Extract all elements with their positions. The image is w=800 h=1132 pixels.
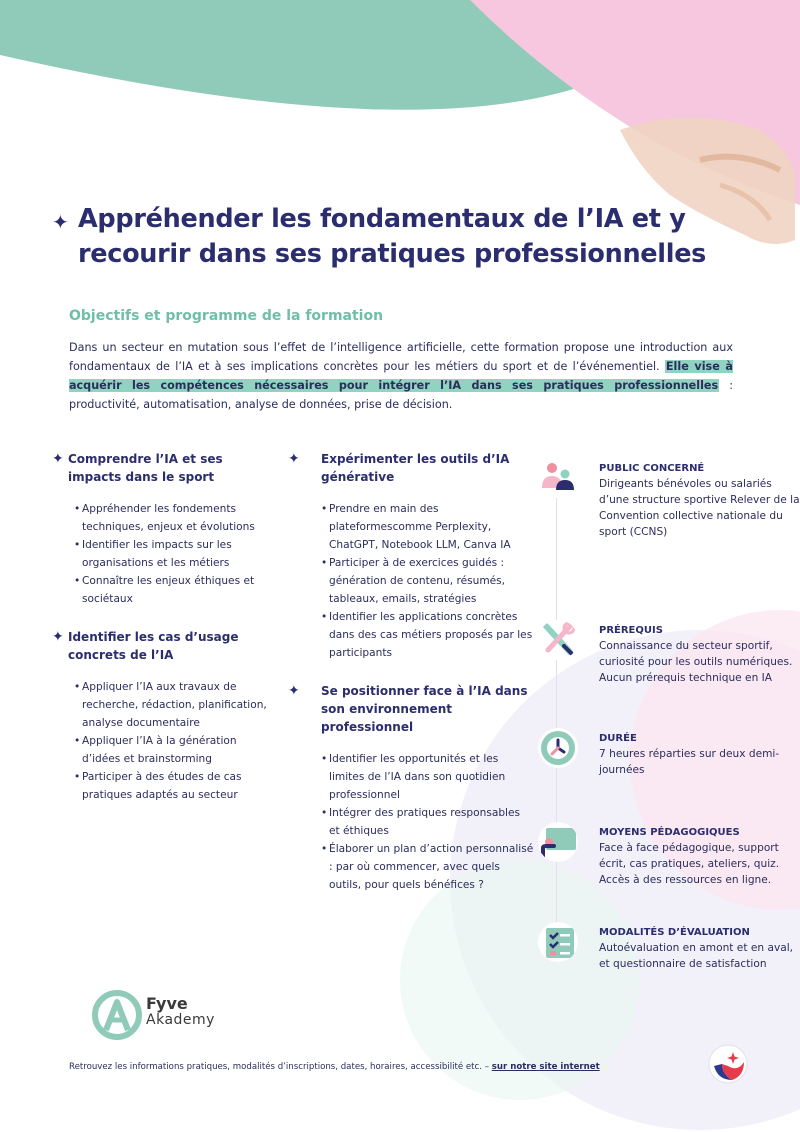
program-block-heading: Se positionner face à l’IA dans son environnement professionnel [321,684,528,734]
program-block [52,450,274,608]
list-item: • Identifier les impacts sur les organisations et les métiers [74,536,274,572]
logo-mark-icon [92,990,142,1040]
info-text: 7 heures réparties sur deux demi-journées [599,748,780,776]
people-icon [538,458,578,498]
list-item: • Élaborer un plan d’action personnalisé : par où commencer, avec quels outils, pour quels bénéfices ? [321,840,534,894]
list-item: • Appliquer l’IA aux travaux de recherche, rédaction, planification, analyse documentaire [74,678,274,732]
page-title [52,202,752,272]
list-item: • Prendre en main des plateformescomme Perplexity, ChatGPT, Notebook LLM, Canva IA [321,500,534,554]
section-heading: Objectifs et programme de la formation [69,308,384,324]
footer-note [69,1062,600,1072]
list-item: • Appliquer l’IA à la génération d’idées et brainstorming [74,732,274,768]
info-evaluation [530,922,800,972]
program-block-heading: Expérimenter les outils d’IA générative [321,452,510,484]
info-label: MODALITÉS D’ÉVALUATION [599,927,750,938]
intro-paragraph [69,338,733,414]
clock-icon [538,728,578,768]
program-list [321,750,534,894]
sparkle-icon: ✦ [52,210,69,234]
emblem-badge-icon [708,1044,748,1084]
list-item: • Participer à de exercices guidés : génération de contenu, résumés, tableaux, emails, stratégies [321,554,534,608]
info-label: MOYENS PÉDAGOGIQUES [599,827,740,838]
program-block-heading: Comprendre l’IA et ses impacts dans le sport [68,452,223,484]
program-list [74,678,274,804]
tools-icon [538,620,578,660]
website-link[interactable]: sur notre site internet [491,1062,600,1072]
program-block [288,450,534,662]
title-text: Appréhender les fondamentaux de l’IA et y recourir dans ses pratiques professionnelles [78,204,707,269]
sparkle-icon: ✦ [288,451,300,467]
logo-name: Fyve [146,994,188,1013]
program-list [74,500,274,608]
program-block-heading: Identifier les cas d’usage concrets de l’IA [68,630,239,662]
intro-text-before: Dans un secteur en mutation sous l’effet de l’intelligence artificielle, cette formation propose une introduction aux fondamentaux de l’IA et à ses implications concrètes pour les métiers du sport et de l’événementiel. [69,341,733,373]
info-text: Dirigeants bénévoles ou salariés d’une structure sportive Relever de la Convention collective nationale du sport (CCNS) [599,478,800,538]
list-item: • Participer à des études de cas pratiques adaptés au secteur [74,768,274,804]
sparkle-icon: ✦ [288,683,300,699]
list-item: • Connaître les enjeux éthiques et sociétaux [74,572,274,608]
info-label: DURÉE [599,733,637,744]
timeline-divider [556,490,557,960]
checklist-icon [538,922,578,962]
intro-text-after: : productivité, automatisation, analyse de données, prise de décision. [69,379,733,411]
info-label: PRÉREQUIS [599,625,663,636]
list-item: • Identifier les opportunités et les limites de l’IA dans son quotidien professionnel [321,750,534,804]
logo-sub: Akademy [146,1012,215,1028]
info-moyens [530,822,800,888]
intro-highlight: Elle vise à acquérir les compétences nécessaires pour intégrer l’IA dans ses pratiques professionnelles [69,360,733,392]
sparkle-icon: ✦ [52,629,64,645]
info-text: Connaissance du secteur sportif, curiosité pour les outils numériques. Aucun prérequis technique en IA [599,640,793,684]
program-column-1 [52,450,274,824]
program-block [52,628,274,804]
info-text: Autoévaluation en amont et en aval, et questionnaire de satisfaction [599,942,794,970]
list-item: • Intégrer des pratiques responsables et éthiques [321,804,534,840]
teacher-board-icon [538,822,578,862]
footer-text: Retrouvez les informations pratiques, modalités d’inscriptions, dates, horaires, accessibilité etc. – [69,1062,492,1072]
sparkle-icon: ✦ [52,451,64,467]
info-text: Face à face pédagogique, support écrit, cas pratiques, ateliers, quiz. Accès à des ressources en ligne. [599,842,780,886]
info-prerequis [530,620,800,686]
list-item: • Appréhender les fondements techniques, enjeux et évolutions [74,500,274,536]
program-block [288,682,534,894]
program-column-2 [288,450,534,914]
program-list [321,500,534,662]
info-public [530,458,800,540]
info-duree [530,728,800,778]
list-item: • Identifier les applications concrètes dans des cas métiers proposés par les participants [321,608,534,662]
info-label: PUBLIC CONCERNÉ [599,463,705,474]
fyve-akademy-logo [92,990,262,1040]
